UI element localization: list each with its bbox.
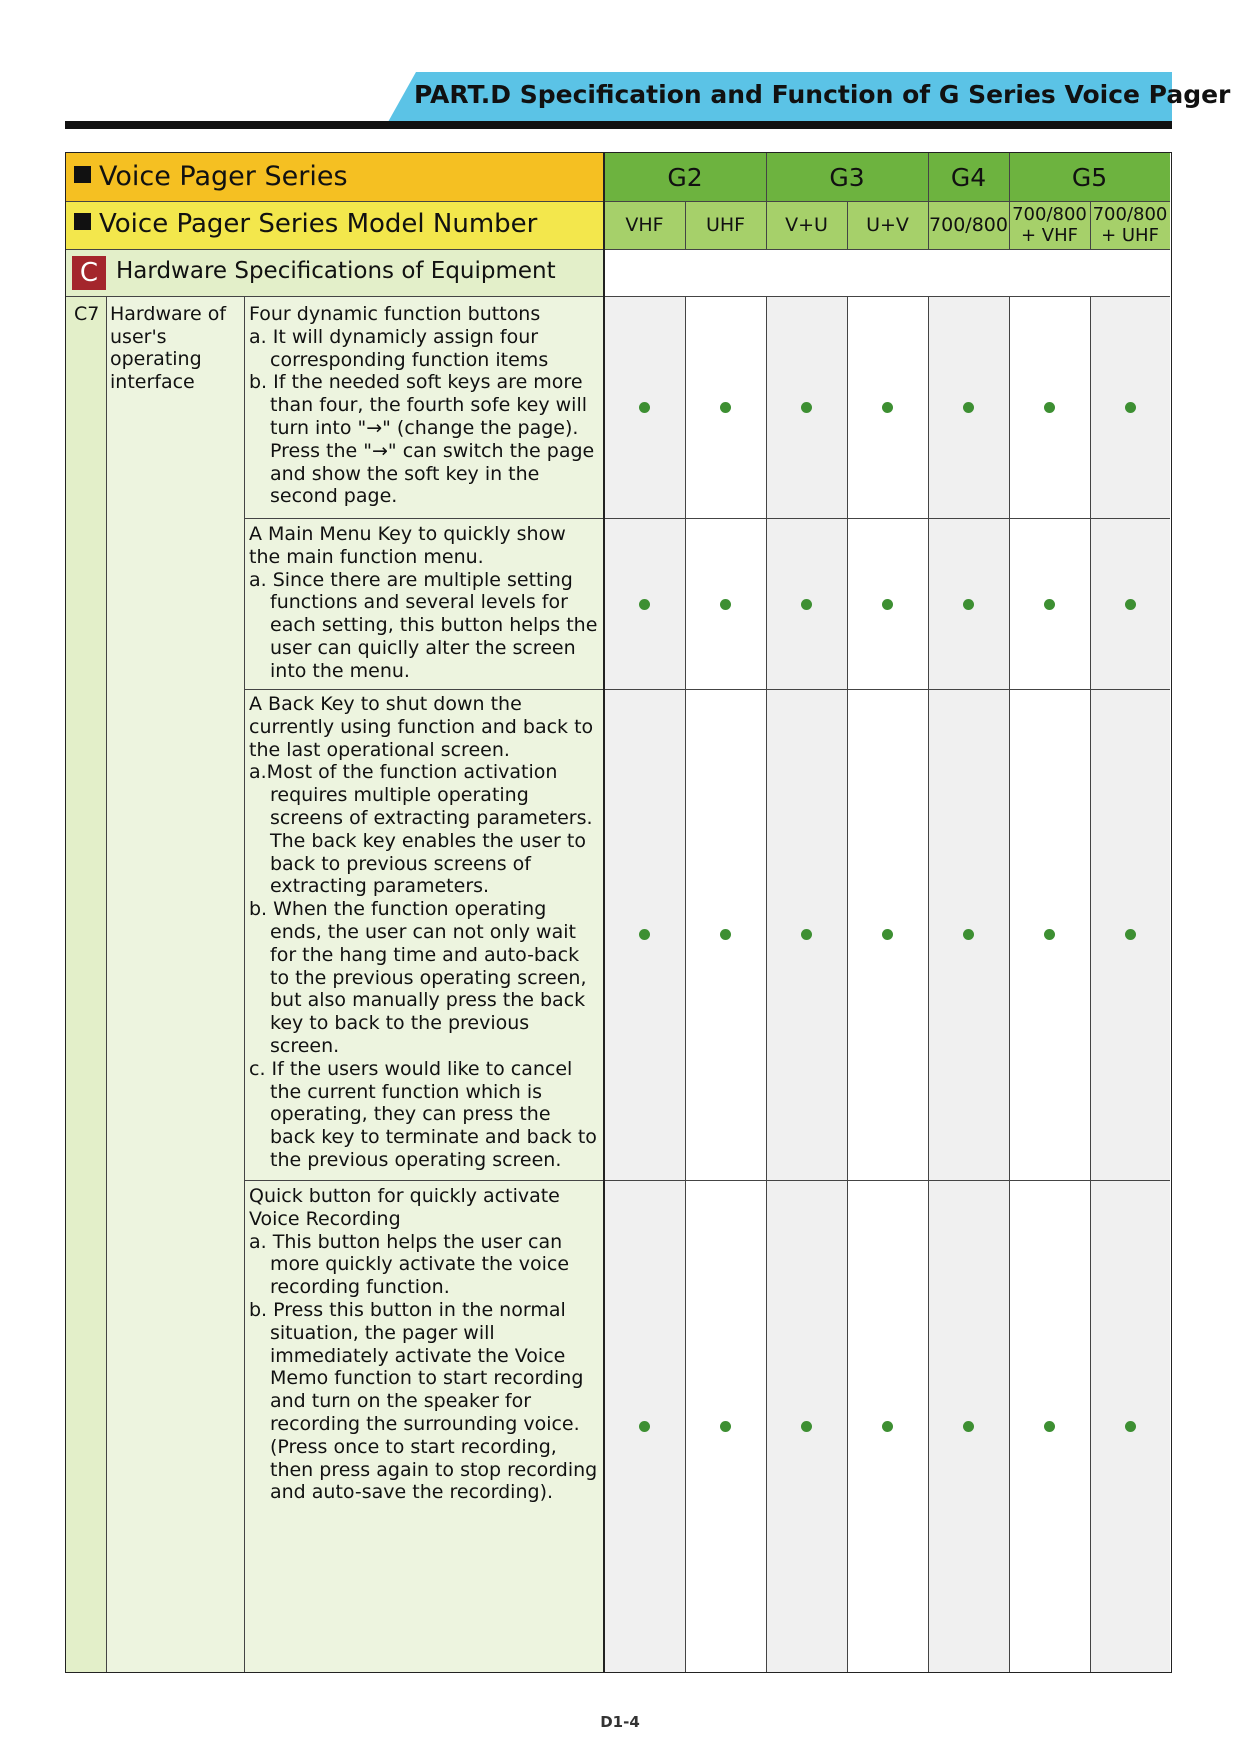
grid-line [244,296,245,1672]
grid-line [66,296,1170,297]
row-description [249,303,601,508]
support-dot-icon [720,402,731,413]
description-point: a. It will dynamicly assign four corresponding function items [249,325,549,371]
grid-line [244,518,1170,519]
grid-line [603,153,605,1672]
grid-line [1090,201,1091,249]
id-column [66,296,106,1672]
support-dot-icon [801,1421,812,1432]
grid-line [66,249,1170,250]
grid-line [1090,296,1091,1672]
support-dot-icon [639,402,650,413]
group-g5: G5 [1071,162,1108,192]
grid-line [928,153,929,249]
description-heading: Quick button for quickly activate Voice Recording [249,1185,560,1230]
support-dot-icon [801,402,812,413]
model-v-plus-u: V+U [785,214,828,236]
model-label: Voice Pager Series Model Number [74,209,537,239]
spec-table [65,152,1172,1673]
grid-line [1009,296,1010,1672]
support-dot-icon [720,1421,731,1432]
support-dot-icon [1125,1421,1136,1432]
item-column [106,296,244,1672]
grid-line [685,201,686,249]
support-dot-icon [639,929,650,940]
grid-line [928,296,929,1672]
grid-line [244,689,1170,690]
support-dot-icon [963,599,974,610]
group-g3: G3 [829,162,865,192]
description-point: a. Since there are multiple setting functions and several levels for each setting, this button helps the user can quiclly alter the screen into the menu. [249,568,598,682]
title-rule [65,121,1172,129]
support-dot-icon [1125,929,1136,940]
grid-line [847,201,848,249]
model-700-800: 700/800 [929,214,1008,236]
description-point: a. This button helps the user can more quickly activate the voice recording function. [249,1230,570,1299]
support-dot-icon [1044,402,1055,413]
item-id: C7 [74,303,100,325]
support-dot-icon [1044,1421,1055,1432]
group-g4: G4 [950,162,987,192]
support-dot-icon [882,1421,893,1432]
grid-line [244,1180,1170,1181]
square-bullet-icon [74,166,91,183]
row-description [249,693,601,1172]
support-dot-icon [963,1421,974,1432]
group-g2: G2 [667,162,703,192]
description-point: c. If the users would like to cancel the current function which is operating, they can press the back key to terminate and back to the previous operating screen. [249,1057,597,1171]
model-700-800-vhf: 700/800 + VHF [1012,204,1087,246]
support-dot-icon [1044,929,1055,940]
model-700-800-uhf: 700/800 + UHF [1092,204,1168,246]
model-vhf: VHF [625,214,664,236]
grid-line [1009,153,1010,249]
support-dot-icon [882,599,893,610]
series-label: Voice Pager Series [74,161,348,192]
support-dot-icon [882,929,893,940]
description-heading: A Main Menu Key to quickly show the main function menu. [249,523,566,568]
model-column-shade [604,296,685,1672]
description-point: a.Most of the function activation requires multiple operating screens of extracting parameters. The back key enables the user to back to previous screens of extracting parameters. [249,761,593,898]
support-dot-icon [1044,599,1055,610]
description-heading: A Back Key to shut down the currently using function and back to the last operational screen. [249,693,594,761]
grid-line [106,296,107,1672]
grid-line [685,296,686,1672]
row-description [249,523,601,683]
support-dot-icon [720,599,731,610]
support-dot-icon [801,599,812,610]
grid-line [766,153,767,249]
support-dot-icon [1125,402,1136,413]
support-dot-icon [801,929,812,940]
description-point: b. When the function operating ends, the user can not only wait for the hang time and auto-back to the previous operating screen, but also manually press the back key to back to the previous screen. [249,898,587,1057]
section-badge: C [72,256,106,290]
item-name: Hardware of user's operating interface [110,303,227,393]
section-title: Hardware Specifications of Equipment [116,258,556,284]
model-column-shade [928,296,1009,1672]
support-dot-icon [639,599,650,610]
model-uhf: UHF [705,214,746,236]
support-dot-icon [720,929,731,940]
description-heading: Four dynamic function buttons [249,303,541,325]
support-dot-icon [1125,599,1136,610]
page-number: D1-4 [600,1713,640,1731]
grid-line [66,201,1170,202]
model-column-shade [766,296,847,1672]
description-point: b. Press this button in the normal situation, the pager will immediately activate the Voice Memo function to start recording and turn on the speaker for recording the surrounding voice. (Press once to start recording, then press again to stop recording and auto-save the recording). [249,1298,598,1504]
grid-line [847,296,848,1672]
support-dot-icon [882,402,893,413]
support-dot-icon [963,929,974,940]
grid-line [766,296,767,1672]
support-dot-icon [963,402,974,413]
model-u-plus-v: U+V [866,214,909,236]
description-point: b. If the needed soft keys are more than four, the fourth sofe key will turn into "→" (change the page). Press the "→" can switch the page and show the soft key in the second page. [249,371,595,508]
row-description [249,1185,601,1504]
page-title: PART.D Specification and Function of G Series Voice Pager [414,80,1231,109]
square-bullet-icon [74,213,91,230]
model-column-shade [1090,296,1170,1672]
support-dot-icon [639,1421,650,1432]
